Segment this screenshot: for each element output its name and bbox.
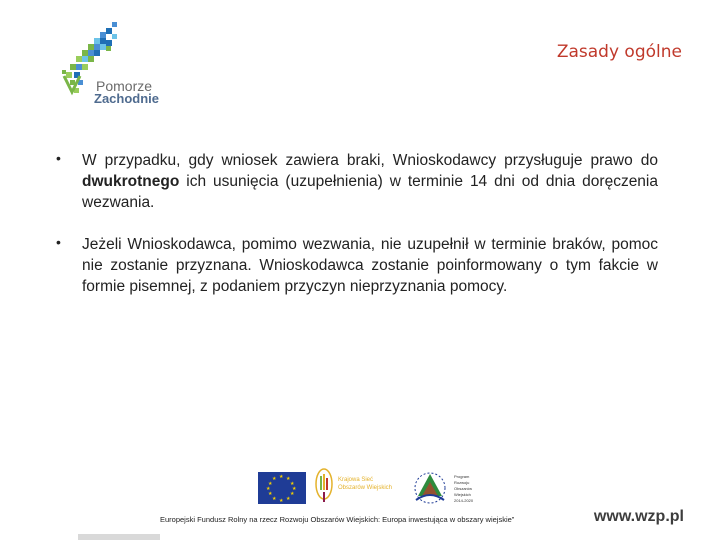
ksow-logo-text: Krajowa Sieć Obszarów Wiejskich	[338, 477, 393, 491]
bullet-marker: •	[56, 234, 61, 250]
footer-logos	[258, 466, 474, 512]
bullet-text-1-start: W przypadku, gdy wniosek zawiera braki, Wnioskodawcy przysługuje prawo do	[82, 152, 658, 169]
bullet-text-1	[82, 150, 658, 213]
logo-text-pomorze: Pomorze	[96, 78, 153, 94]
bullet-text-2: Jeżeli Wnioskodawca, pomimo wezwania, nie uzupełnił w terminie braków, pomoc nie zostanie przyznana. Wnioskodawca zostanie poinformowany o tym fakcie w formie pisemnej, z podaniem przyczyn nieprzyznania pomocy.	[82, 236, 658, 295]
page-title: Zasady ogólne	[556, 42, 682, 62]
ksow-logo-icon	[314, 466, 334, 506]
footer-caption: Europejski Fundusz Rolny na rzecz Rozwoju Obszarów Wiejskich: Europa inwestująca w obszary wiejskie”	[160, 515, 515, 524]
bullet-text-1-bold: dwukrotnego	[82, 173, 180, 190]
prow-logo-text: Program Rozwoju Obszarów Wiejskich 2014-2020	[454, 474, 474, 503]
bullet-list	[52, 150, 658, 318]
bullet-marker: •	[56, 150, 61, 166]
logo-text-zachodnie: Zachodnie	[94, 91, 160, 106]
bullet-item-1	[52, 150, 658, 213]
website-url[interactable]: www.wzp.pl	[593, 508, 684, 525]
bullet-text-1-end: ich usunięcia (uzupełnienia) w terminie 14 dni od dnia doręczenia wezwania.	[82, 173, 658, 211]
bullet-item-2	[52, 234, 658, 297]
bottom-decoration-bar	[78, 534, 160, 540]
eu-flag-icon: ★ ★ ★ ★ ★ ★ ★ ★ ★ ★ ★ ★	[258, 472, 306, 504]
